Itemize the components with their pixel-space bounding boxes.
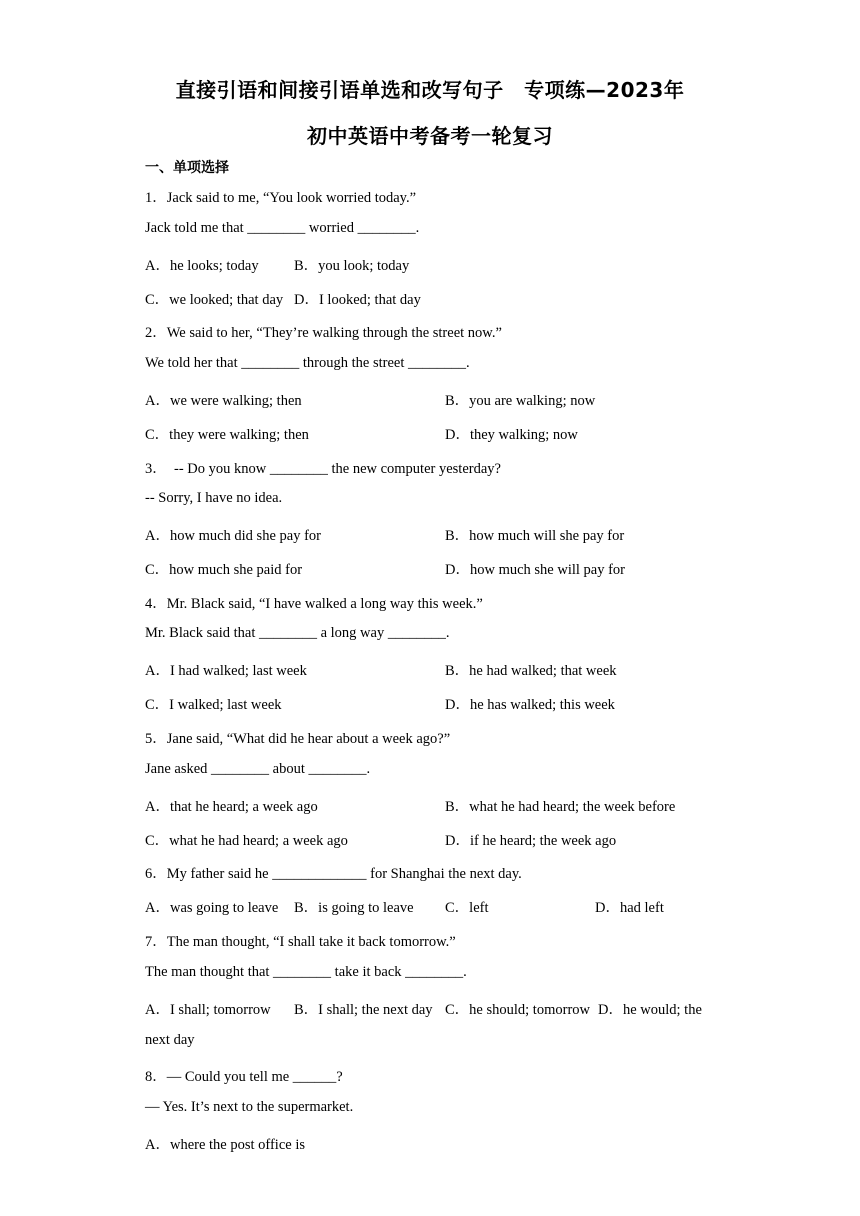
question-3-option-a: A．how much did she pay for: [145, 528, 321, 544]
question-5-option-c: C．what he had heard; a week ago: [145, 833, 348, 849]
question-5-stem: 5．Jane said, “What did he hear about a week ago?”: [145, 731, 451, 747]
question-2-option-b: B．you are walking; now: [445, 393, 596, 409]
question-6-option-c: C．left: [445, 900, 489, 916]
question-4-option-c: C．I walked; last week: [145, 697, 282, 713]
question-4-prompt: Mr. Black said that ________ a long way ________.: [145, 625, 450, 641]
question-4-option-b: B．he had walked; that week: [445, 663, 617, 679]
question-2-option-d: D．they walking; now: [445, 427, 578, 443]
question-6-option-b: B．is going to leave: [294, 900, 414, 916]
question-7-option-a: A．I shall; tomorrow: [145, 1002, 271, 1018]
page-title-line-2: 初中英语中考备考一轮复习: [307, 124, 553, 148]
question-2-option-a: A．we were walking; then: [145, 393, 302, 409]
question-3-option-b: B．how much will she pay for: [445, 528, 625, 544]
question-5-option-d: D．if he heard; the week ago: [445, 833, 617, 849]
question-4-option-a: A．I had walked; last week: [145, 663, 307, 679]
question-5-prompt: Jane asked ________ about ________.: [145, 761, 371, 777]
question-4-option-d: D．he has walked; this week: [445, 697, 615, 713]
question-3-option-d: D．how much she will pay for: [445, 562, 626, 578]
question-7-option-c: C．he should; tomorrow: [445, 1002, 590, 1018]
page-title-line-1: 直接引语和间接引语单选和改写句子 专项练—2023年: [175, 78, 685, 102]
question-7-option-d-continued: next day: [145, 1032, 195, 1048]
question-7-prompt: The man thought that ________ take it back ________.: [145, 964, 467, 980]
question-6-option-d: D．had left: [595, 900, 664, 916]
question-2-stem: 2．We said to her, “They’re walking through the street now.”: [145, 325, 502, 341]
section-heading: 一、单项选择: [145, 160, 229, 176]
question-8-stem: 8．— Could you tell me ______?: [145, 1069, 343, 1085]
question-1-stem: 1．Jack said to me, “You look worried today.”: [145, 190, 417, 206]
question-5-option-a: A．that he heard; a week ago: [145, 799, 318, 815]
question-6-stem: 6．My father said he _____________ for Shanghai the next day.: [145, 866, 522, 882]
question-1-option-d: D．I looked; that day: [294, 292, 421, 308]
question-1-option-c: C．we looked; that day: [145, 292, 284, 308]
question-4-stem: 4．Mr. Black said, “I have walked a long way this week.”: [145, 596, 483, 612]
question-1-prompt: Jack told me that ________ worried ________.: [145, 220, 420, 236]
question-2-prompt: We told her that ________ through the street ________.: [145, 355, 470, 371]
question-3-option-c: C．how much she paid for: [145, 562, 303, 578]
question-1-option-b: B．you look; today: [294, 258, 410, 274]
question-7-stem: 7．The man thought, “I shall take it back tomorrow.”: [145, 934, 456, 950]
question-6-option-a: A．was going to leave: [145, 900, 279, 916]
question-1-option-a: A．he looks; today: [145, 258, 259, 274]
question-8-option-a: A．where the post office is: [145, 1137, 305, 1153]
question-3-stem: 3． -- Do you know ________ the new computer yesterday?: [145, 461, 501, 477]
question-2-option-c: C．they were walking; then: [145, 427, 309, 443]
question-8-prompt: — Yes. It’s next to the supermarket.: [145, 1099, 354, 1115]
question-5-option-b: B．what he had heard; the week before: [445, 799, 676, 815]
question-3-prompt: -- Sorry, I have no idea.: [145, 490, 283, 506]
question-7-option-d: D．he would; the: [598, 1002, 702, 1018]
question-7-option-b: B．I shall; the next day: [294, 1002, 433, 1018]
